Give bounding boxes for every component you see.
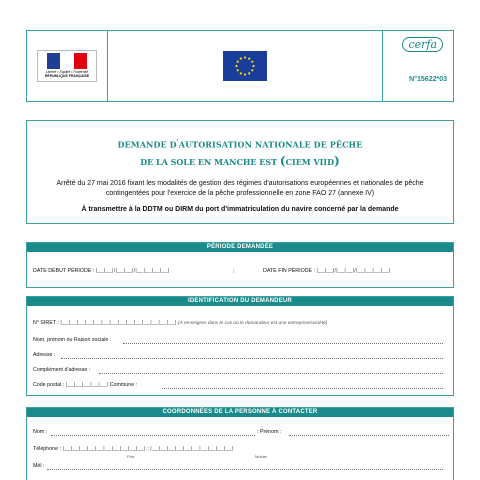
period-separator: ; [233,268,235,274]
contact-firstname-input[interactable] [289,435,449,436]
marianne-logo [37,50,97,82]
siret-hint: (A renseigner dans le cas où le demandeur est une entreprise/société) [177,321,328,326]
start-date-field[interactable]: DATE DÉBUT PÉRIODE : |__|__|/|__|__|/|__|__|__|__| [33,268,170,274]
end-date-field[interactable]: DATE FIN PÉRIODE : |__|__|/|__|__|/|__|__|__|__| [263,268,391,274]
section-heading: IDENTIFICATION DU DEMANDEUR [27,297,453,306]
legal-reference: Arrêté du 27 mai 2016 fixant les modalités de gestion des régimes d'autorisations européennes et nationales de pêche contingentées pour l'exercice de la pêche professionnelle en zone FAO 27 (annexe IV) [56,179,424,197]
form-header [26,30,454,102]
address2-label: Complément d'adresse : [33,367,91,373]
address-input[interactable] [61,358,443,359]
name-input[interactable] [123,343,443,344]
email-label: Mél : [33,463,45,469]
postcode-field[interactable]: Code postal : |__|__|__|__|__| Commune : [33,382,138,388]
start-date-boxes[interactable]: |__|__|/|__|__|/|__|__|__|__| [95,268,170,274]
form-title-line1: DEMANDE D'AUTORISATION NATIONALE DE PÊCHE [117,138,363,150]
republic-motto: Liberté • Égalité • Fraternité [45,70,89,74]
siret-boxes[interactable]: |__|__|__|__|__|__|__|__|__|__|__|__|__|__| [60,320,177,326]
end-date-boxes[interactable]: |__|__|/|__|__|/|__|__|__|__| [316,268,391,274]
address2-input[interactable] [99,373,443,374]
commune-input[interactable] [162,388,443,389]
form-title-line2: DE LA SOLE EN MANCHE EST (CIEM VIID) [140,153,340,168]
cerfa-logo: cerfa [402,37,443,52]
period-section [26,242,454,288]
eu-flag-icon [223,51,267,81]
contact-name-input[interactable] [51,435,255,436]
french-republic-logo-cell [27,31,108,101]
transmit-instruction: À transmettre à la DDTM ou DIRM du port d'immatriculation du navire concerné par la demande [81,205,399,213]
applicant-section [26,296,454,396]
section-heading: COORDONNÉES DE LA PERSONNE À CONTACTER [27,408,453,417]
postcode-boxes[interactable]: |__|__|__|__|__| [65,382,109,388]
cerfa-cell [383,31,453,101]
mobile-phone-boxes[interactable]: |__|__|__|__|__|__|__|__|__|__| [150,446,234,452]
contact-section [26,407,454,480]
eu-logo-cell [108,31,383,101]
commune-label: Commune : [109,382,138,388]
tricolor-flag-icon [47,53,87,69]
contact-firstname-label: : Prénom : [257,429,282,435]
form-title-box [26,120,454,224]
contact-name-label: Nom : [33,429,48,435]
cerfa-number: N°15622*03 [409,76,447,83]
republic-name: RÉPUBLIQUE FRANÇAISE [44,74,90,78]
fixed-phone-boxes[interactable]: |__|__|__|__|__|__|__|__|__|__| [62,446,146,452]
phone-field[interactable]: Téléphone : |__|__|__|__|__|__|__|__|__|__| ; |__|__|__|__|__|__|__|__|__|__| [33,446,234,452]
siret-field[interactable]: N° SIRET : |__|__|__|__|__|__|__|__|__|__|__|__|__|__| (A renseigner dans le cas où le demandeur est une entreprise/société) [33,320,328,326]
email-input[interactable] [47,469,443,470]
mobile-sublabel: Mobile [255,454,267,459]
address-label: Adresse : [33,352,56,358]
fixed-sublabel: Fixe [127,454,135,459]
section-heading: PÉRIODE DEMANDÉE [27,243,453,252]
name-label: Nom, prénom ou Raison sociale : [33,337,112,343]
